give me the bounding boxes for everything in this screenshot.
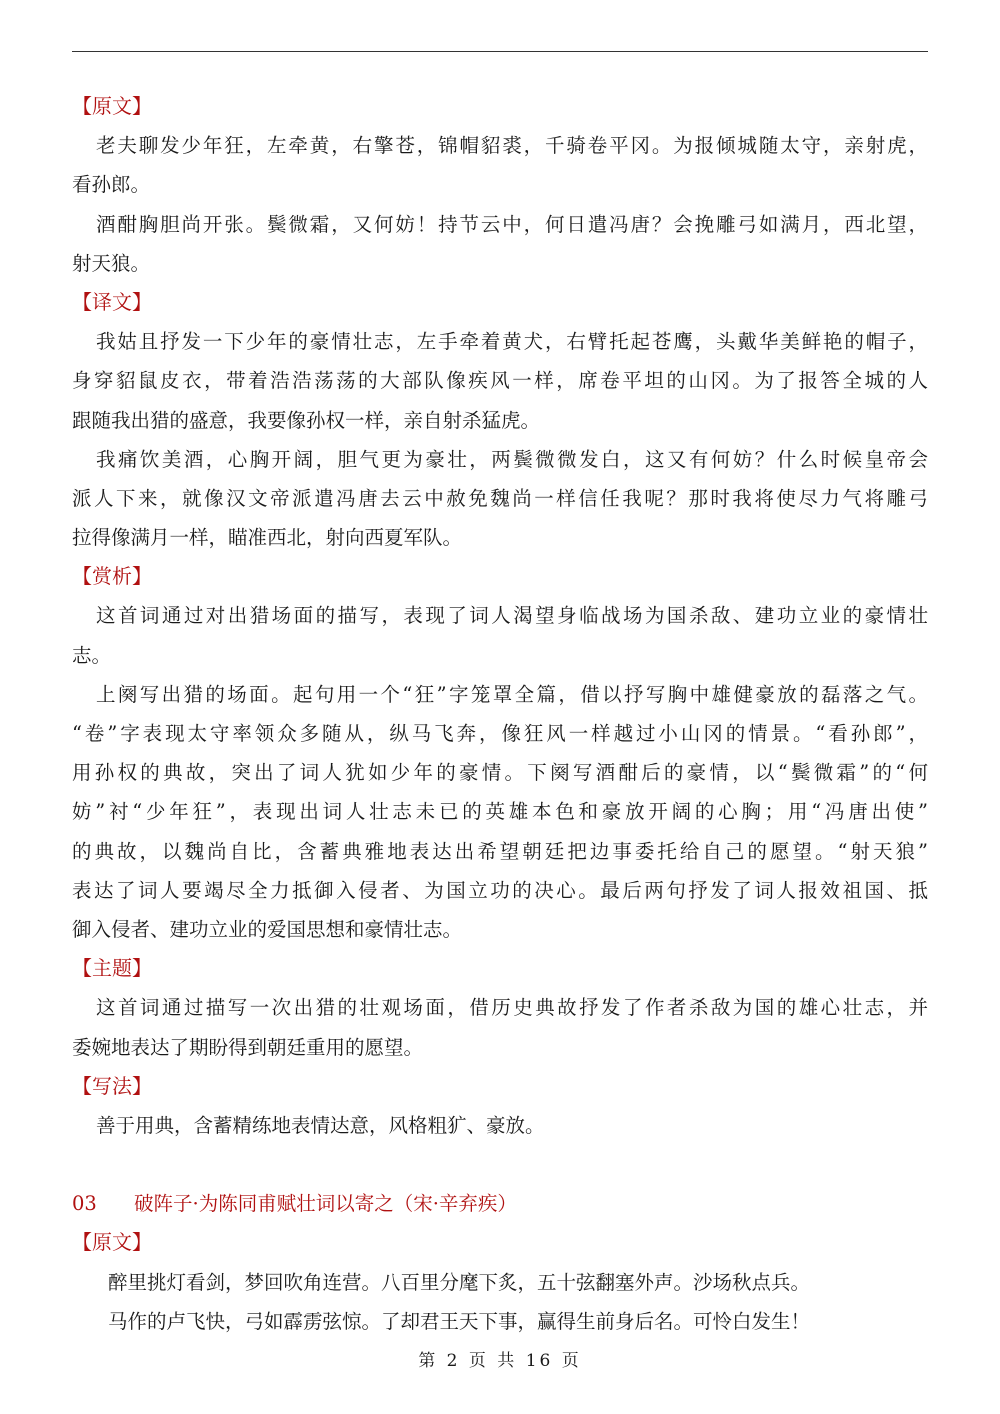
paragraph-line: 的典故，以魏尚自比，含蓄典雅地表达出希望朝廷把边事委托给自己的愿望。“射天狼”	[72, 839, 928, 863]
paragraph-line: 上阕写出猎的场面。起句用一个“狂”字笼罩全篇，借以抒写胸中雄健豪放的磊落之气。	[96, 682, 928, 706]
section-heading: 【主题】	[72, 956, 152, 981]
section-heading: 【赏析】	[72, 564, 152, 589]
paragraph-line: 用孙权的典故，突出了词人犹如少年的豪情。下阕写酒酣后的豪情，以“鬓微霜”的“何	[72, 761, 928, 785]
section-heading: 【原文】	[72, 94, 152, 118]
section-heading: 【写法】	[72, 1073, 152, 1098]
page-footer: 第 2 页 共 16 页	[418, 1351, 582, 1371]
paragraph-line: 看孙郎。	[72, 173, 151, 197]
poem-title	[72, 1184, 928, 1223]
document-body	[72, 87, 928, 1341]
paragraph-line: 善于用典，含蓄精练地表情达意，风格粗犷、豪放。	[96, 1113, 545, 1137]
poem-line: 马作的卢飞快，弓如霹雳弦惊。了却君王天下事，赢得生前身后名。可怜白发生！	[108, 1309, 811, 1333]
paragraph-line: 身穿貂鼠皮衣，带着浩浩荡荡的大部队像疾风一样，席卷平坦的山冈。为了报答全城的人	[72, 369, 928, 393]
paragraph-line: 妨”衬“少年狂”，表现出词人壮志未已的英雄本色和豪放开阔的心胸；用“冯唐出使”	[72, 800, 928, 824]
paragraph-line: 志。	[72, 643, 112, 667]
header-rule	[72, 51, 928, 52]
section-heading: 【原文】	[72, 1230, 152, 1255]
paragraph-line: 我姑且抒发一下少年的豪情壮志，左手牵着黄犬，右臂托起苍鹰，头戴华美鲜艳的帽子，	[96, 330, 928, 354]
poem-number: 03	[72, 1192, 97, 1216]
paragraph-line: 拉得像满月一样，瞄准西北，射向西夏军队。	[72, 526, 463, 550]
paragraph-line: 表达了词人要竭尽全力抵御入侵者、为国立功的决心。最后两句抒发了词人报效祖国、抵	[72, 878, 928, 902]
paragraph-line: 御入侵者、建功立业的爱国思想和豪情壮志。	[72, 917, 463, 941]
poem-line: 醉里挑灯看剑，梦回吹角连营。八百里分麾下炙，五十弦翻塞外声。沙场秋点兵。	[108, 1270, 811, 1294]
paragraph-line: 老夫聊发少年狂，左牵黄，右擎苍，锦帽貂裘，千骑卷平冈。为报倾城随太守，亲射虎，	[96, 134, 928, 158]
paragraph-line: 派人下来，就像汉文帝派遣冯唐去云中赦免魏尚一样信任我呢？那时我将使尽力气将雕弓	[72, 486, 928, 510]
section-heading: 【译文】	[72, 289, 152, 314]
paragraph-line: 跟随我出猎的盛意，我要像孙权一样，亲自射杀猛虎。	[72, 408, 541, 432]
blank-line	[72, 1145, 928, 1184]
paragraph-line: 射天狼。	[72, 251, 151, 275]
paragraph-line: 委婉地表达了期盼得到朝廷重用的愿望。	[72, 1035, 424, 1059]
poem-title-text: 破阵子·为陈同甫赋壮词以寄之（宋·辛弃疾）	[134, 1192, 517, 1216]
paragraph-line: “卷”字表现太守率领众多随从，纵马飞奔，像狂风一样越过小山冈的情景。“看孙郎”，	[72, 722, 928, 745]
paragraph-line: 酒酣胸胆尚开张。鬓微霜，又何妨！持节云中，何日遣冯唐？会挽雕弓如满月，西北望，	[96, 212, 928, 236]
paragraph-line: 这首词通过描写一次出猎的壮观场面，借历史典故抒发了作者杀敌为国的雄心壮志，并	[96, 996, 928, 1020]
paragraph-line: 我痛饮美酒，心胸开阔，胆气更为豪壮，两鬓微微发白，这又有何妨？什么时候皇帝会	[96, 447, 928, 471]
paragraph-line: 这首词通过对出猎场面的描写，表现了词人渴望身临战场为国杀敌、建功立业的豪情壮	[96, 604, 928, 628]
